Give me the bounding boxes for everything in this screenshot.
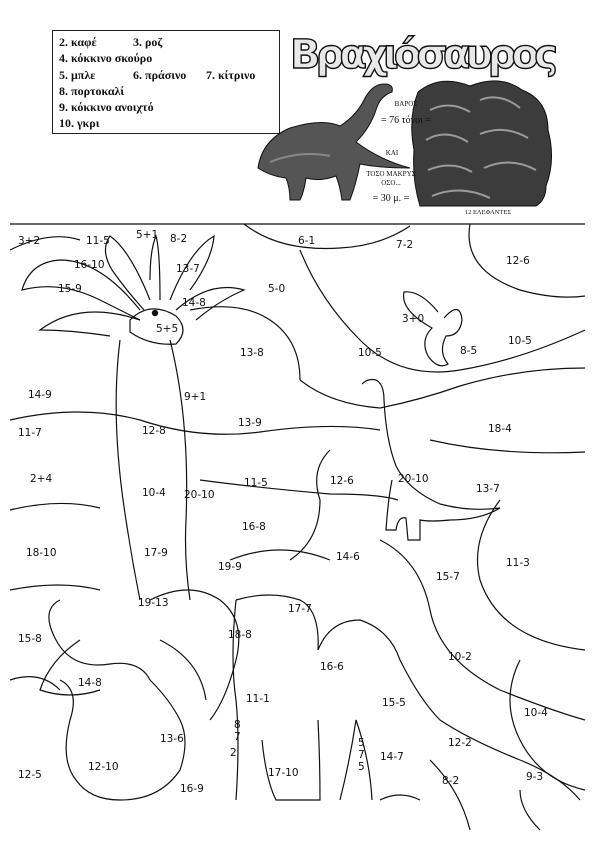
problem: 11-5: [244, 477, 268, 489]
and-label: ΚΑΙ: [385, 149, 399, 157]
problem: 11-1: [246, 693, 270, 705]
problem: 14-6: [336, 551, 360, 563]
problem: 10-5: [358, 347, 382, 359]
problem: 2: [230, 747, 237, 759]
region-outlines: [10, 224, 585, 830]
problem: 20-10: [398, 473, 429, 485]
problem: 7: [358, 749, 365, 761]
problem: 3+2: [18, 235, 41, 247]
problem: 9+1: [184, 391, 207, 403]
problem: 10-4: [142, 487, 166, 499]
problem: 20-10: [184, 489, 215, 501]
problem: 12-6: [330, 475, 354, 487]
problem: 3+0: [402, 313, 425, 325]
problem: 15-8: [18, 633, 42, 645]
title-text: Βραχιόσαυρος: [290, 32, 558, 78]
problem: 14-8: [78, 677, 102, 689]
problem: 16-10: [74, 259, 105, 271]
problem: 15-9: [58, 283, 82, 295]
problem: 18-8: [228, 629, 252, 641]
problem: 12-10: [88, 761, 119, 773]
problem: 17-7: [288, 603, 312, 615]
problem: 14-7: [380, 751, 404, 763]
legend-item-10: 10. γκρι: [59, 116, 100, 130]
problem: 13-7: [176, 263, 200, 275]
problem: 14-9: [28, 389, 52, 401]
problem: 16-6: [320, 661, 344, 673]
problem: 5: [358, 737, 365, 749]
math-problems: [18, 229, 548, 795]
problem: 11-5: [86, 235, 110, 247]
elephants-label: 12 ΕΛΕΦΑΝΤΕΣ: [464, 209, 512, 216]
problem: 8-5: [460, 345, 478, 357]
problem: 12-8: [142, 425, 166, 437]
length-value: = 30 μ. =: [372, 193, 410, 204]
legend-item-8: 8. πορτοκαλί: [59, 84, 125, 98]
legend-item-2: 2. καφέ: [59, 35, 97, 49]
problem: 10-5: [508, 335, 532, 347]
problem: 16-8: [242, 521, 266, 533]
eye-dot: [152, 310, 158, 316]
legend-item-4: 4. κόκκινο σκούρο: [59, 51, 153, 65]
problem: 13-8: [240, 347, 264, 359]
problem: 19-13: [138, 597, 169, 609]
problem: 6-1: [298, 235, 316, 247]
problem: 18-10: [26, 547, 57, 559]
problem: 9-3: [526, 771, 544, 783]
legend-item-7: 7. κίτρινο: [206, 68, 256, 82]
legend-item-6: 6. πράσινο: [133, 68, 187, 82]
legend-item-9: 9. κόκκινο ανοιχτό: [59, 100, 154, 114]
weight-label: ΒΑΡΟΣ: [394, 100, 418, 108]
problem: 2+4: [30, 473, 53, 485]
problem: 11-7: [18, 427, 42, 439]
problem: 5-0: [268, 283, 286, 295]
weight-value: = 76 τόνοι =: [380, 115, 432, 126]
size-comparison-illustration: [258, 81, 552, 216]
problem: 15-7: [436, 571, 460, 583]
problem: 18-4: [488, 423, 512, 435]
legend-item-5: 5. μπλε: [59, 68, 96, 82]
problem: 14-8: [182, 297, 206, 309]
problem: 13-6: [160, 733, 184, 745]
problem: 5: [358, 761, 365, 773]
problem: 17-9: [144, 547, 168, 559]
problem: 7-2: [396, 239, 414, 251]
problem: 11-3: [506, 557, 530, 569]
length-label-1: ΤΟΣΟ ΜΑΚΡΥΣ: [366, 170, 416, 178]
problem: 7: [234, 731, 241, 743]
problem: 10-4: [524, 707, 548, 719]
problem: 19-9: [218, 561, 242, 573]
problem: 16-9: [180, 783, 204, 795]
length-label-2: ΟΣΟ...: [381, 179, 401, 187]
legend-item-3: 3. ροζ: [133, 35, 163, 49]
problem: 8-2: [170, 233, 188, 245]
problem: 12-2: [448, 737, 472, 749]
problem: 10-2: [448, 651, 472, 663]
problem: 8: [234, 719, 241, 731]
problem: 8-2: [442, 775, 460, 787]
problem: 5+1: [136, 229, 159, 241]
problem: 13-7: [476, 483, 500, 495]
problem: 5+5: [156, 323, 179, 335]
problem: 17-10: [268, 767, 299, 779]
problem: 12-5: [18, 769, 42, 781]
problem: 12-6: [506, 255, 530, 267]
problem: 13-9: [238, 417, 262, 429]
problem: 15-5: [382, 697, 406, 709]
